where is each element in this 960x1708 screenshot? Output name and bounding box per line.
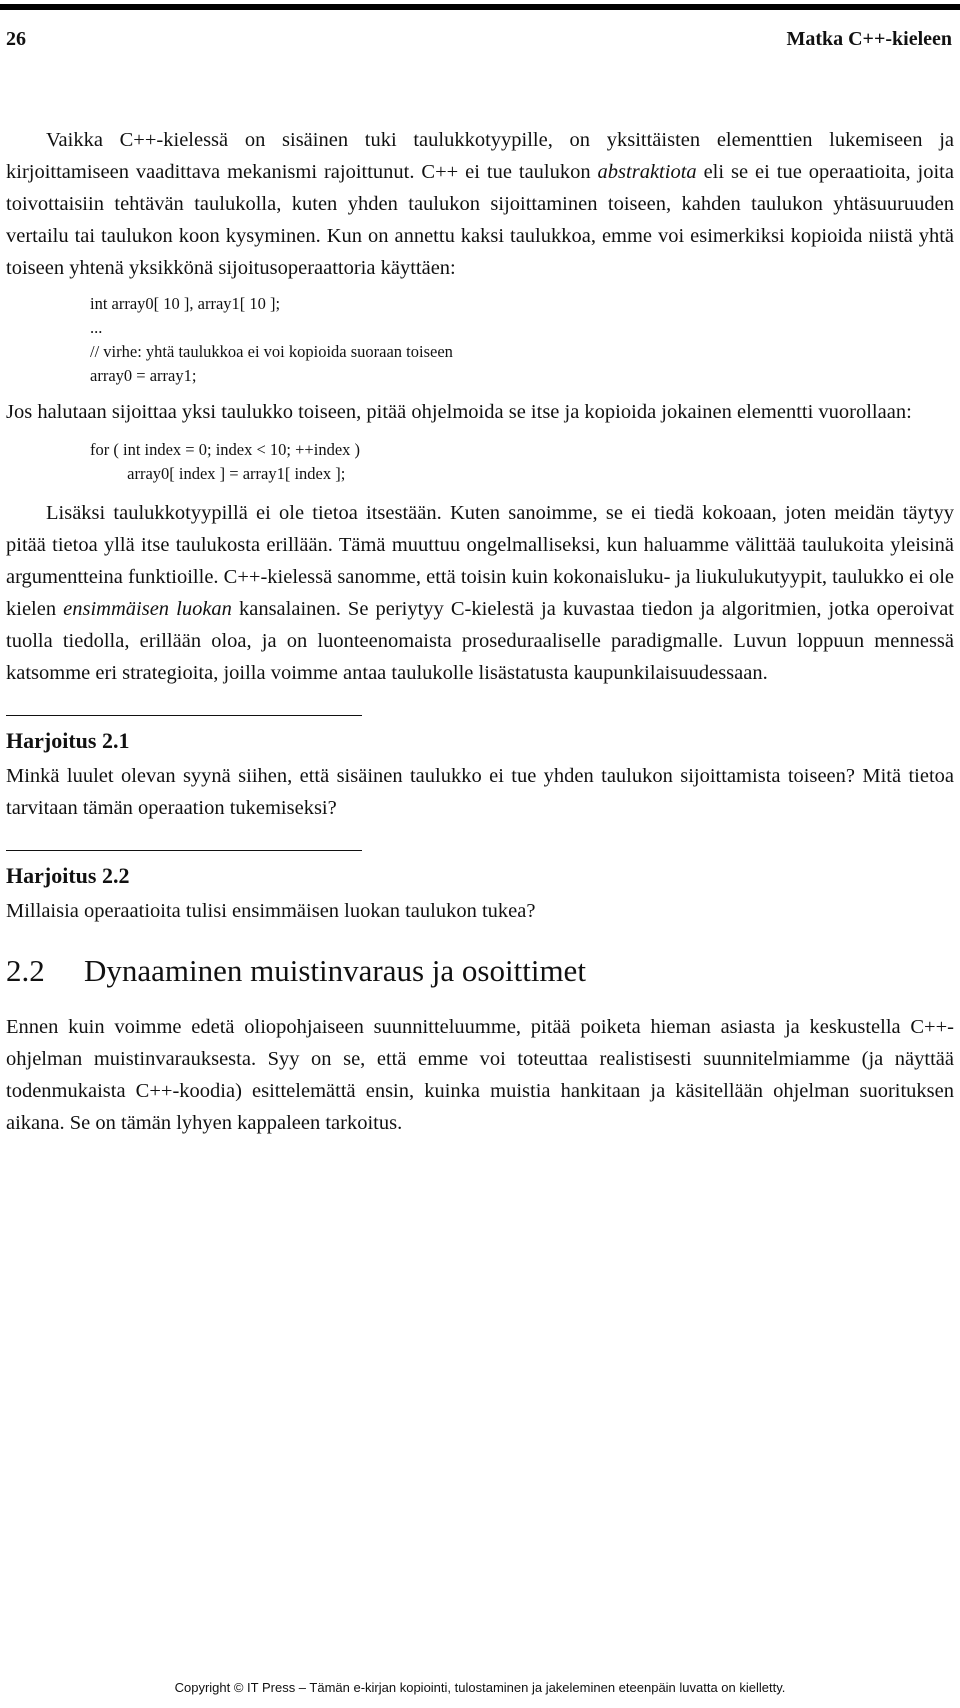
- paragraph-text: kansalainen. Se periytyy C-kielestä ja kuvastaa tiedon ja algoritmien, jotka operoivat tuolla tiedolla, erillään oloa, ja on luonteenomaista proseduraaliselle paradigmalle. Luvun loppuun mennessä katsomme eri strategioita, joilla voimme antaa taulukolle lisästatusta kaupunkilaisuudessaan.: [6, 598, 954, 684]
- code-example-array-assignment: int array0[ 10 ], array1[ 10 ]; ... // virhe: yhtä taulukkoa ei voi kopioida suoraan toiseen array0 = array1;: [90, 294, 453, 385]
- paragraph-array-support: [6, 124, 954, 284]
- page-number: 26: [6, 28, 26, 50]
- exercise-divider: [6, 715, 362, 716]
- running-title: Matka C++-kieleen: [786, 28, 952, 50]
- exercise-heading: Harjoitus 2.2: [6, 863, 130, 888]
- paragraph-memory-allocation: Ennen kuin voimme edetä oliopohjaiseen suunnitteluumme, pitää poiketa hieman asiasta ja keskustella C++-ohjelman muistinvarauksesta. Syy on se, että emme voi toteuttaa realistisesti suunnitelmiamme (ja näyttää todenmukaista C++-koodia) esittelemättä ensin, kuinka muistia hankitaan ja käsitellään ohjelman suorituksen aikana. Se on tämän lyhyen kappaleen tarkoitus.: [6, 1016, 954, 1134]
- copyright-footer: Copyright © IT Press – Tämän e-kirjan kopiointi, tulostaminen ja jakeleminen eteenpäin luvatta on kielletty.: [174, 1680, 786, 1695]
- page-header: [6, 28, 952, 58]
- section-number: 2.2: [6, 953, 45, 988]
- emphasis-first-class: ensimmäisen luokan: [63, 598, 232, 620]
- paragraph-text: Lisäksi taulukkotyypillä ei ole tietoa itsestään. Kuten sanoimme, se ei tiedä kokoaan, joten meidän täytyy pitää tietoa yllä itse taulukosta erillään. Tämä muuttuu ongelmalliseksi, kun haluamme välittää taulukoita yleisinä argumentteina funktioille. C++-kielessä sanomme, että toisin kuin kokonaisluku- ja liukulukutyypit, taulukko ei ole kielen: [6, 502, 954, 620]
- exercise-question: Millaisia operaatioita tulisi ensimmäisen luokan taulukon tukea?: [6, 900, 536, 922]
- section-heading: [6, 949, 954, 993]
- page-content: [6, 124, 954, 1139]
- emphasis-abstraktiota: abstraktiota: [597, 161, 697, 183]
- exercise-divider: [6, 850, 362, 851]
- paragraph-text: eli se ei tue operaatioita, joita toivottaisiin tehtävän taulukolla, kuten yhden taulukon sijoittaminen toiseen, kahden taulukon yhtäsuuruuden vertailu tai taulukon koon kysyminen. Kun on annettu kaksi taulukkoa, emme voi esimerkiksi kopioida niistä yhtä toiseen yhtenä yksikkönä sijoitusoperaattoria käyttäen:: [6, 161, 954, 279]
- exercise-question: Minkä luulet olevan syynä siihen, että sisäinen taulukko ei tue yhden taulukon sijoittamista toiseen? Mitä tietoa tarvitaan tämän operaation tukemiseksi?: [6, 765, 954, 819]
- top-rule: [0, 4, 960, 10]
- paragraph-text: Vaikka C++-kielessä on sisäinen tuki taulukkotyypille, on yksittäisten elementtien lukemiseen ja kirjoittamiseen vaadittava mekanismi rajoittunut. C++ ei tue taulukon: [6, 129, 954, 183]
- exercise-heading: Harjoitus 2.1: [6, 728, 130, 753]
- paragraph-array-knowledge: [6, 497, 954, 689]
- paragraph-copy-elements: Jos halutaan sijoittaa yksi taulukko toiseen, pitää ohjelmoida se itse ja kopioida jokainen elementti vuorollaan:: [6, 401, 912, 423]
- code-example-for-loop: for ( int index = 0; index < 10; ++index ) array0[ index ] = array1[ index ];: [90, 440, 361, 483]
- section-title: Dynaaminen muistinvaraus ja osoittimet: [84, 953, 586, 988]
